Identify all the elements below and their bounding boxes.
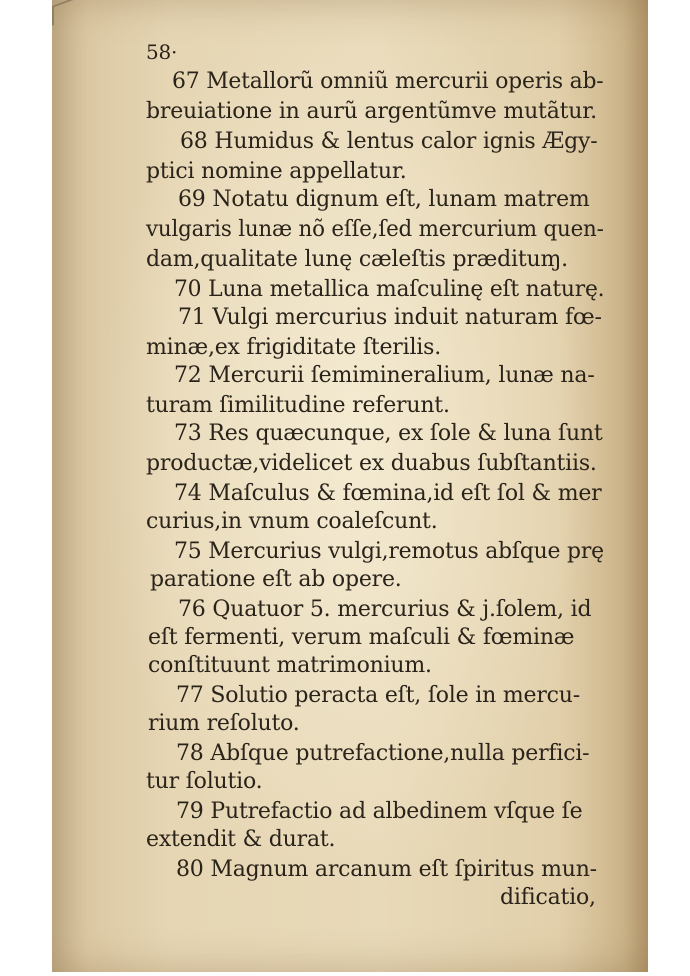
page-number: 58· xyxy=(146,40,178,64)
text-line: breuiatione in aurũ argentũmve mutãtur. xyxy=(146,99,597,124)
text-line: dificatio, xyxy=(500,885,596,910)
text-line: 68 Humidus & lentus calor ignis Ægy- xyxy=(180,129,598,154)
text-line: 71 Vulgi mercurius induit naturam fœ- xyxy=(178,305,602,330)
text-line: 74 Maſculus & fœmina,id eſt ſol & mer xyxy=(174,481,602,506)
text-line: 70 Luna metallica maſculinę eſt naturę. xyxy=(174,277,605,302)
text-line: 79 Putrefactio ad albedinem vſque ſe xyxy=(176,799,583,824)
text-line: 72 Mercurii ſemimineralium, lunæ na- xyxy=(174,363,595,388)
text-line: 75 Mercurius vulgi,remotus abſque prę xyxy=(174,539,604,564)
text-line: extendit & durat. xyxy=(146,827,336,852)
text-line: 78 Abſque putrefactione,nulla perfici- xyxy=(176,741,590,766)
text-line: 77 Solutio peracta eſt, ſole in mercu- xyxy=(176,683,580,708)
text-line: 69 Notatu dignum eſt, lunam matrem xyxy=(178,187,590,212)
text-line: tur ſolutio. xyxy=(146,769,263,794)
text-line: minæ,ex frigiditate ſterilis. xyxy=(146,335,442,360)
text-line: vulgaris lunæ nõ eſſe,ſed mercurium quen- xyxy=(146,217,604,242)
text-line: dam,qualitate lunę cæleſtis prædituɱ. xyxy=(146,247,568,272)
text-line: 67 Metallorũ omniũ mercurii operis ab- xyxy=(172,69,604,94)
text-line: curius,in vnum coaleſcunt. xyxy=(146,509,438,534)
text-line: paratione eſt ab opere. xyxy=(150,567,402,592)
text-line: 76 Quatuor 5. mercurius & j.ſolem, id xyxy=(178,597,592,622)
text-line: rium reſoluto. xyxy=(148,711,300,736)
text-line: conſtituunt matrimonium. xyxy=(148,653,432,678)
text-line: productæ,videlicet ex duabus ſubſtantiis. xyxy=(146,451,597,476)
folded-corner xyxy=(52,0,84,26)
text-line: 73 Res quæcunque, ex ſole & luna ſunt xyxy=(174,421,603,446)
text-line: 80 Magnum arcanum eſt ſpiritus mun- xyxy=(176,857,597,882)
text-line: eſt fermenti, verum maſculi & fœminæ xyxy=(148,625,575,650)
text-line: ptici nomine appellatur. xyxy=(146,159,407,184)
book-page xyxy=(52,0,648,972)
text-line: turam ſimilitudine referunt. xyxy=(146,393,450,418)
